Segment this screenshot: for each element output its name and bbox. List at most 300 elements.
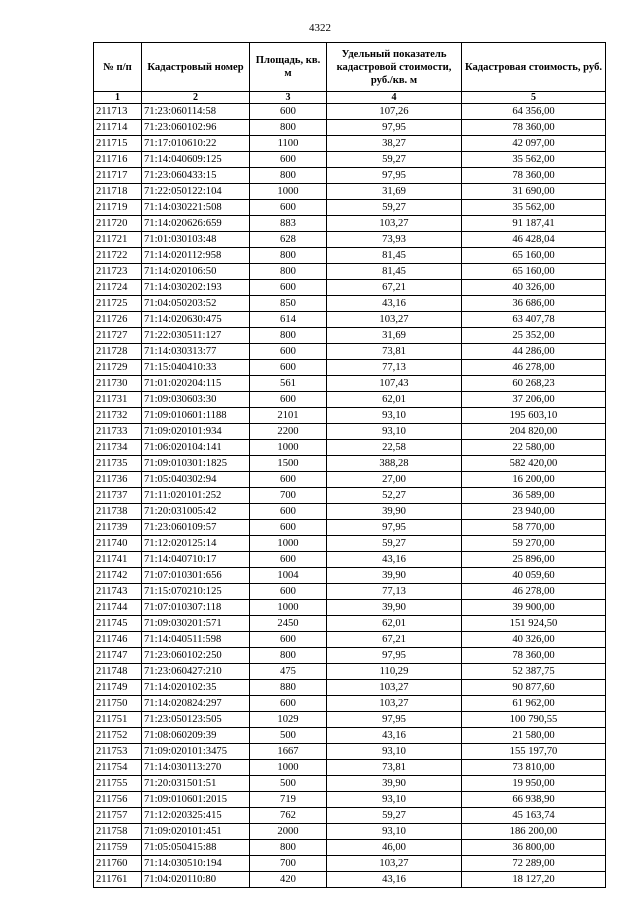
unit-value-cell: 38,27 [327,136,462,152]
table-row [94,312,606,328]
row-number-cell: 211716 [94,152,142,168]
table-row [94,120,606,136]
table-row [94,392,606,408]
row-number-cell: 211749 [94,680,142,696]
area-cell: 880 [250,680,327,696]
row-number-cell: 211734 [94,440,142,456]
area-cell: 2101 [250,408,327,424]
unit-value-cell: 103,27 [327,856,462,872]
cadastral-number-cell: 71:09:020101:3475 [142,744,250,760]
row-number-cell: 211722 [94,248,142,264]
row-number-cell: 211717 [94,168,142,184]
area-cell: 1004 [250,568,327,584]
unit-value-cell: 73,81 [327,760,462,776]
cadastral-value-cell: 61 962,00 [462,696,606,712]
unit-value-cell: 43,16 [327,872,462,888]
table-row [94,696,606,712]
cadastral-number-cell: 71:05:040302:94 [142,472,250,488]
table-row [94,344,606,360]
area-cell: 700 [250,856,327,872]
area-cell: 1100 [250,136,327,152]
cadastral-value-cell: 204 820,00 [462,424,606,440]
unit-value-cell: 97,95 [327,712,462,728]
cadastral-number-cell: 71:14:030202:193 [142,280,250,296]
cadastral-value-cell: 19 950,00 [462,776,606,792]
cadastral-value-cell: 40 326,00 [462,280,606,296]
row-number-cell: 211714 [94,120,142,136]
table-row [94,728,606,744]
table-row [94,376,606,392]
cadastral-value-cell: 46 278,00 [462,360,606,376]
cadastral-number-cell: 71:09:020101:934 [142,424,250,440]
cadastral-number-cell: 71:14:040609:125 [142,152,250,168]
area-cell: 762 [250,808,327,824]
unit-value-cell: 97,95 [327,120,462,136]
table-row [94,776,606,792]
cadastral-number-cell: 71:23:060102:96 [142,120,250,136]
column-number: 3 [250,92,327,104]
cadastral-value-cell: 46 278,00 [462,584,606,600]
area-cell: 500 [250,776,327,792]
cadastral-number-cell: 71:11:020101:252 [142,488,250,504]
row-number-cell: 211737 [94,488,142,504]
table-row [94,424,606,440]
cadastral-value-cell: 186 200,00 [462,824,606,840]
cadastral-value-cell: 78 360,00 [462,648,606,664]
table-row [94,152,606,168]
table-row [94,488,606,504]
table-row [94,712,606,728]
unit-value-cell: 97,95 [327,520,462,536]
row-number-cell: 211756 [94,792,142,808]
cadastral-value-cell: 64 356,00 [462,104,606,120]
area-cell: 600 [250,504,327,520]
row-number-cell: 211746 [94,632,142,648]
cadastral-number-cell: 71:23:060102:250 [142,648,250,664]
table-row [94,760,606,776]
cadastral-number-cell: 71:23:060433:15 [142,168,250,184]
unit-value-cell: 39,90 [327,600,462,616]
cadastral-value-cell: 22 580,00 [462,440,606,456]
cadastral-number-cell: 71:14:040511:598 [142,632,250,648]
unit-value-cell: 39,90 [327,568,462,584]
cadastral-value-cell: 40 059,60 [462,568,606,584]
area-cell: 883 [250,216,327,232]
row-number-cell: 211735 [94,456,142,472]
cadastral-value-cell: 60 268,23 [462,376,606,392]
row-number-cell: 211718 [94,184,142,200]
row-number-cell: 211760 [94,856,142,872]
row-number-cell: 211728 [94,344,142,360]
unit-value-cell: 110,29 [327,664,462,680]
unit-value-cell: 103,27 [327,216,462,232]
table-row [94,504,606,520]
table-row [94,296,606,312]
cadastral-number-cell: 71:15:070210:125 [142,584,250,600]
column-number: 5 [462,92,606,104]
cadastral-value-cell: 73 810,00 [462,760,606,776]
cadastral-number-cell: 71:01:020204:115 [142,376,250,392]
area-cell: 850 [250,296,327,312]
cadastral-number-cell: 71:23:060109:57 [142,520,250,536]
cadastral-value-cell: 91 187,41 [462,216,606,232]
row-number-cell: 211753 [94,744,142,760]
cadastral-number-cell: 71:23:060427:210 [142,664,250,680]
table-row [94,568,606,584]
cadastral-value-cell: 151 924,50 [462,616,606,632]
cadastral-value-cell: 37 206,00 [462,392,606,408]
cadastral-value-cell: 42 097,00 [462,136,606,152]
cadastral-number-cell: 71:12:020325:415 [142,808,250,824]
cadastral-value-table [93,42,606,888]
table-row [94,872,606,888]
unit-value-cell: 103,27 [327,696,462,712]
unit-value-cell: 103,27 [327,680,462,696]
unit-value-cell: 62,01 [327,392,462,408]
unit-value-cell: 93,10 [327,744,462,760]
table-row [94,680,606,696]
row-number-cell: 211747 [94,648,142,664]
table-row [94,328,606,344]
row-number-cell: 211757 [94,808,142,824]
area-cell: 600 [250,104,327,120]
cadastral-value-cell: 18 127,20 [462,872,606,888]
area-cell: 1029 [250,712,327,728]
unit-value-cell: 93,10 [327,792,462,808]
table-row [94,264,606,280]
table-row [94,536,606,552]
table-row [94,104,606,120]
row-number-cell: 211752 [94,728,142,744]
area-cell: 600 [250,696,327,712]
unit-value-cell: 81,45 [327,248,462,264]
table-row [94,664,606,680]
cadastral-number-cell: 71:08:060209:39 [142,728,250,744]
unit-value-cell: 93,10 [327,408,462,424]
cadastral-number-cell: 71:09:020101:451 [142,824,250,840]
column-number: 1 [94,92,142,104]
row-number-cell: 211742 [94,568,142,584]
unit-value-cell: 93,10 [327,824,462,840]
cadastral-number-cell: 71:06:020104:141 [142,440,250,456]
table-row [94,840,606,856]
table-row [94,600,606,616]
header-unit-value: Удельный показатель кадастровой стоимости, руб./кв. м [327,43,462,92]
unit-value-cell: 31,69 [327,328,462,344]
row-number-cell: 211721 [94,232,142,248]
unit-value-cell: 73,93 [327,232,462,248]
cadastral-value-cell: 40 326,00 [462,632,606,648]
unit-value-cell: 97,95 [327,168,462,184]
area-cell: 2200 [250,424,327,440]
cadastral-number-cell: 71:14:020106:50 [142,264,250,280]
table-row [94,744,606,760]
cadastral-value-cell: 45 163,74 [462,808,606,824]
cadastral-value-cell: 582 420,00 [462,456,606,472]
table-row [94,616,606,632]
header-row-number: № п/п [94,43,142,92]
cadastral-value-cell: 21 580,00 [462,728,606,744]
cadastral-number-cell: 71:09:010601:1188 [142,408,250,424]
area-cell: 719 [250,792,327,808]
area-cell: 475 [250,664,327,680]
unit-value-cell: 39,90 [327,776,462,792]
area-cell: 600 [250,200,327,216]
row-number-cell: 211727 [94,328,142,344]
row-number-cell: 211713 [94,104,142,120]
cadastral-value-cell: 65 160,00 [462,248,606,264]
area-cell: 600 [250,520,327,536]
row-number-cell: 211754 [94,760,142,776]
unit-value-cell: 46,00 [327,840,462,856]
table-row [94,552,606,568]
row-number-cell: 211732 [94,408,142,424]
cadastral-value-cell: 23 940,00 [462,504,606,520]
row-number-cell: 211725 [94,296,142,312]
table-row [94,584,606,600]
area-cell: 600 [250,552,327,568]
row-number-cell: 211726 [94,312,142,328]
area-cell: 2450 [250,616,327,632]
area-cell: 800 [250,248,327,264]
unit-value-cell: 107,26 [327,104,462,120]
row-number-cell: 211736 [94,472,142,488]
cadastral-value-cell: 72 289,00 [462,856,606,872]
area-cell: 500 [250,728,327,744]
unit-value-cell: 97,95 [327,648,462,664]
area-cell: 1000 [250,760,327,776]
area-cell: 800 [250,264,327,280]
area-cell: 600 [250,632,327,648]
unit-value-cell: 67,21 [327,632,462,648]
cadastral-number-cell: 71:01:030103:48 [142,232,250,248]
cadastral-value-cell: 155 197,70 [462,744,606,760]
unit-value-cell: 27,00 [327,472,462,488]
unit-value-cell: 388,28 [327,456,462,472]
cadastral-value-cell: 100 790,55 [462,712,606,728]
area-cell: 1000 [250,440,327,456]
unit-value-cell: 59,27 [327,152,462,168]
area-cell: 700 [250,488,327,504]
table-header-row [94,43,606,92]
cadastral-number-cell: 71:22:050122:104 [142,184,250,200]
area-cell: 1000 [250,184,327,200]
cadastral-value-cell: 36 589,00 [462,488,606,504]
row-number-cell: 211723 [94,264,142,280]
unit-value-cell: 107,43 [327,376,462,392]
row-number-cell: 211745 [94,616,142,632]
cadastral-value-cell: 78 360,00 [462,168,606,184]
table-row [94,824,606,840]
area-cell: 800 [250,648,327,664]
row-number-cell: 211730 [94,376,142,392]
row-number-cell: 211744 [94,600,142,616]
area-cell: 600 [250,392,327,408]
row-number-cell: 211724 [94,280,142,296]
table-row [94,472,606,488]
table-row [94,408,606,424]
row-number-cell: 211738 [94,504,142,520]
area-cell: 1000 [250,600,327,616]
unit-value-cell: 43,16 [327,552,462,568]
table-row [94,632,606,648]
cadastral-number-cell: 71:15:040410:33 [142,360,250,376]
table-row [94,808,606,824]
table-row [94,648,606,664]
table-row [94,856,606,872]
cadastral-number-cell: 71:23:060114:58 [142,104,250,120]
cadastral-value-cell: 195 603,10 [462,408,606,424]
row-number-cell: 211759 [94,840,142,856]
unit-value-cell: 77,13 [327,584,462,600]
unit-value-cell: 77,13 [327,360,462,376]
cadastral-number-cell: 71:17:010610:22 [142,136,250,152]
area-cell: 600 [250,584,327,600]
row-number-cell: 211755 [94,776,142,792]
table-row [94,520,606,536]
cadastral-number-cell: 71:12:020125:14 [142,536,250,552]
cadastral-number-cell: 71:14:020824:297 [142,696,250,712]
column-number: 4 [327,92,462,104]
area-cell: 600 [250,344,327,360]
table-row [94,360,606,376]
cadastral-value-cell: 78 360,00 [462,120,606,136]
column-number-row [94,92,606,104]
cadastral-value-cell: 90 877,60 [462,680,606,696]
unit-value-cell: 81,45 [327,264,462,280]
row-number-cell: 211751 [94,712,142,728]
area-cell: 2000 [250,824,327,840]
header-area: Площадь, кв. м [250,43,327,92]
cadastral-value-cell: 36 686,00 [462,296,606,312]
table-row [94,168,606,184]
unit-value-cell: 73,81 [327,344,462,360]
cadastral-number-cell: 71:09:030603:30 [142,392,250,408]
table-row [94,184,606,200]
area-cell: 800 [250,328,327,344]
unit-value-cell: 43,16 [327,728,462,744]
table-row [94,136,606,152]
cadastral-number-cell: 71:20:031501:51 [142,776,250,792]
table-row [94,216,606,232]
cadastral-number-cell: 71:23:050123:505 [142,712,250,728]
cadastral-value-cell: 63 407,78 [462,312,606,328]
row-number-cell: 211739 [94,520,142,536]
header-cadastral-value: Кадастровая стоимость, руб. [462,43,606,92]
area-cell: 561 [250,376,327,392]
cadastral-value-cell: 58 770,00 [462,520,606,536]
unit-value-cell: 93,10 [327,424,462,440]
cadastral-number-cell: 71:14:030313:77 [142,344,250,360]
table-row [94,792,606,808]
area-cell: 800 [250,120,327,136]
unit-value-cell: 43,16 [327,296,462,312]
area-cell: 800 [250,840,327,856]
unit-value-cell: 59,27 [327,536,462,552]
area-cell: 420 [250,872,327,888]
cadastral-value-cell: 52 387,75 [462,664,606,680]
table-body [94,104,606,888]
row-number-cell: 211758 [94,824,142,840]
row-number-cell: 211715 [94,136,142,152]
cadastral-number-cell: 71:14:030113:270 [142,760,250,776]
cadastral-value-cell: 66 938,90 [462,792,606,808]
area-cell: 800 [250,168,327,184]
row-number-cell: 211719 [94,200,142,216]
cadastral-value-cell: 35 562,00 [462,152,606,168]
cadastral-number-cell: 71:14:020112:958 [142,248,250,264]
table-row [94,440,606,456]
table-row [94,280,606,296]
unit-value-cell: 103,27 [327,312,462,328]
row-number-cell: 211720 [94,216,142,232]
cadastral-value-cell: 44 286,00 [462,344,606,360]
row-number-cell: 211729 [94,360,142,376]
unit-value-cell: 62,01 [327,616,462,632]
area-cell: 1500 [250,456,327,472]
row-number-cell: 211740 [94,536,142,552]
cadastral-number-cell: 71:14:040710:17 [142,552,250,568]
cadastral-value-cell: 59 270,00 [462,536,606,552]
unit-value-cell: 59,27 [327,200,462,216]
cadastral-number-cell: 71:14:020626:659 [142,216,250,232]
area-cell: 1000 [250,536,327,552]
page-number: 4322 [309,22,331,34]
unit-value-cell: 52,27 [327,488,462,504]
row-number-cell: 211761 [94,872,142,888]
cadastral-number-cell: 71:14:020102:35 [142,680,250,696]
cadastral-number-cell: 71:14:020630:475 [142,312,250,328]
cadastral-number-cell: 71:04:020110:80 [142,872,250,888]
column-number: 2 [142,92,250,104]
row-number-cell: 211741 [94,552,142,568]
area-cell: 1667 [250,744,327,760]
cadastral-value-cell: 25 896,00 [462,552,606,568]
row-number-cell: 211743 [94,584,142,600]
row-number-cell: 211750 [94,696,142,712]
unit-value-cell: 39,90 [327,504,462,520]
table-row [94,200,606,216]
area-cell: 600 [250,360,327,376]
cadastral-number-cell: 71:05:050415:88 [142,840,250,856]
cadastral-number-cell: 71:14:030510:194 [142,856,250,872]
table-row [94,232,606,248]
table-row [94,248,606,264]
area-cell: 614 [250,312,327,328]
cadastral-value-cell: 25 352,00 [462,328,606,344]
area-cell: 600 [250,152,327,168]
cadastral-number-cell: 71:14:030221:508 [142,200,250,216]
cadastral-number-cell: 71:07:010307:118 [142,600,250,616]
row-number-cell: 211731 [94,392,142,408]
row-number-cell: 211733 [94,424,142,440]
cadastral-value-cell: 46 428,04 [462,232,606,248]
cadastral-value-cell: 35 562,00 [462,200,606,216]
cadastral-value-cell: 36 800,00 [462,840,606,856]
cadastral-value-cell: 39 900,00 [462,600,606,616]
cadastral-number-cell: 71:09:010301:1825 [142,456,250,472]
area-cell: 600 [250,280,327,296]
cadastral-number-cell: 71:20:031005:42 [142,504,250,520]
header-cadastral-number: Кадастровый номер [142,43,250,92]
cadastral-number-cell: 71:04:050203:52 [142,296,250,312]
table-row [94,456,606,472]
cadastral-value-cell: 16 200,00 [462,472,606,488]
cadastral-value-cell: 65 160,00 [462,264,606,280]
row-number-cell: 211748 [94,664,142,680]
cadastral-number-cell: 71:09:010601:2015 [142,792,250,808]
unit-value-cell: 59,27 [327,808,462,824]
